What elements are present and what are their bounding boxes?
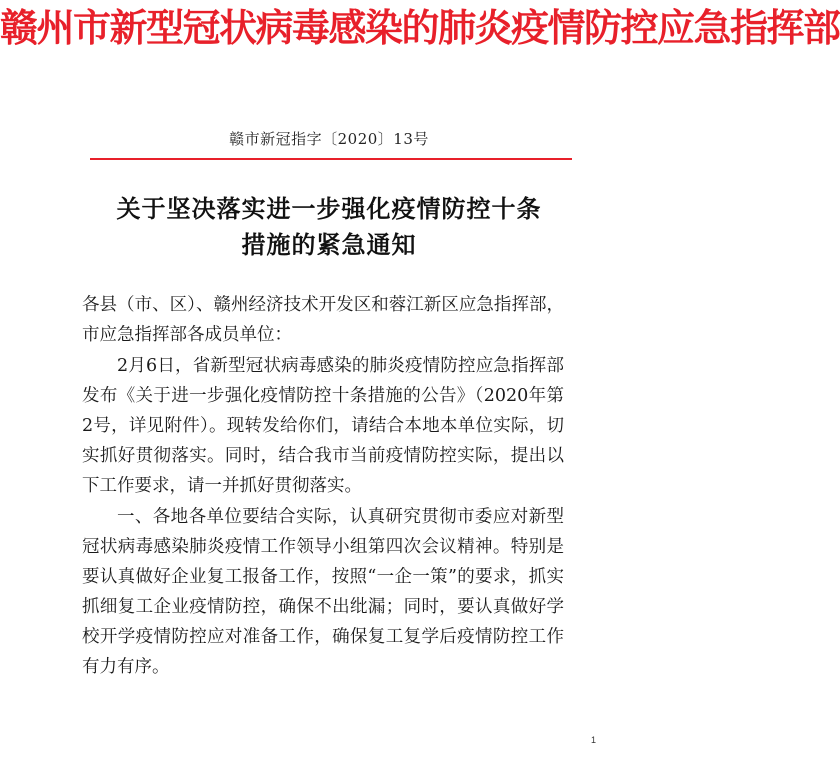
document-number: 赣市新冠指字〔2020〕13号: [229, 130, 429, 148]
salutation: 各县（市、区）、赣州经济技术开发区和蓉江新区应急指挥部，市应急指挥部各成员单位：: [82, 295, 564, 345]
issuing-authority-header: 赣州市新型冠状病毒感染的肺炎疫情防控应急指挥部: [0, 5, 840, 50]
body-paragraph-1: 2月6日，省新型冠状病毒感染的肺炎疫情防控应急指挥部发布《关于进一步强化疫情防控十条措施的公告》（2020年第2号，详见附件）。现转发给你们，请结合本地本单位实际，切实抓好贯彻落实。同时，结合我市当前疫情防控实际，提出以下工作要求，请一并抓好贯彻落实。: [82, 356, 564, 496]
body-paragraph-2: 一、各地各单位要结合实际，认真研究贯彻市委应对新型冠状病毒感染肺炎疫情工作领导小组第四次会议精神。特别是要认真做好企业复工报备工作，按照“一企一策”的要求，抓实抓细复工企业疫情防控，确保不出纰漏；同时，要认真做好学校开学疫情防控应对准备工作，确保复工复学后疫情防控工作有力有序。: [82, 507, 564, 677]
red-divider-line: [90, 158, 572, 160]
document-title: [0, 191, 658, 263]
title-line-2: 措施的紧急通知: [241, 230, 417, 259]
document-body: [82, 290, 564, 683]
page-number: 1: [590, 735, 596, 745]
title-line-1: 关于坚决落实进一步强化疫情防控十条: [116, 194, 542, 223]
